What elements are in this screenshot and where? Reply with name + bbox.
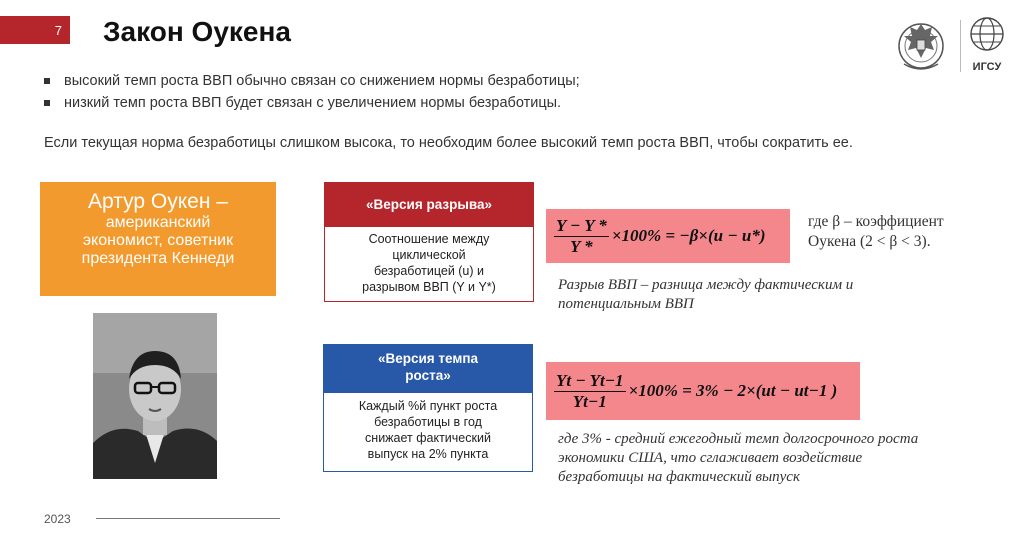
igsu-logo: ИГСУ bbox=[964, 14, 1010, 80]
bullet-marker bbox=[44, 78, 50, 84]
bullet-list bbox=[44, 70, 580, 114]
page-title: Закон Оукена bbox=[103, 16, 291, 47]
portrait-photo bbox=[93, 313, 217, 479]
gap-version-title: «Версия разрыва» bbox=[324, 182, 534, 226]
gap-note: Разрыв ВВП – разница между фактическим и потенциальным ВВП bbox=[558, 277, 854, 312]
growth-formula: $\frac{Yt - Yt-1}{Yt-1}$ ×100% = 3% − 2×(ut − ut−1 ) bbox=[546, 362, 860, 420]
intro-text: Если текущая норма безработицы слишком высока, то необходим более высокий темп роста ВВП, чтобы сократить ее. bbox=[44, 135, 853, 151]
growth-version-card bbox=[323, 344, 533, 472]
globe-icon bbox=[967, 14, 1007, 54]
eagle-emblem-icon bbox=[890, 14, 952, 76]
person-desc-line: президента Кеннеди bbox=[81, 250, 235, 267]
gap-version-card bbox=[324, 182, 534, 302]
slide-number: 7 bbox=[0, 16, 70, 44]
person-desc-line: американский bbox=[105, 214, 211, 231]
growth-version-title: «Версия темпа роста» bbox=[323, 344, 533, 392]
formula-fraction: $\frac{Yt - Yt-1}{Yt-1}$ bbox=[556, 370, 624, 411]
growth-note: где 3% - средний ежегодный темп долгосрочного роста экономики США, что сглаживает воздействие безработицы на фактический выпуск bbox=[558, 431, 919, 485]
bullet-marker bbox=[44, 100, 50, 106]
person-card bbox=[40, 182, 276, 296]
person-desc-line: экономист, советник bbox=[82, 232, 234, 249]
formula-fraction: $\frac{Y - Y *}{Y *}$ bbox=[556, 215, 607, 256]
bullet-item: низкий темп роста ВВП будет связан с увеличением нормы безработицы. bbox=[44, 92, 580, 114]
beta-note: где β – коэффициент Оукена (2 < β < 3). bbox=[808, 213, 944, 250]
person-name: Артур Оукен – bbox=[88, 190, 228, 213]
gap-version-body: Соотношение между циклической безработицей (u) и разрывом ВВП (Y и Y*) bbox=[324, 226, 534, 302]
footer-year: 2023 bbox=[44, 512, 71, 526]
gap-formula: $\frac{Y - Y *}{Y *}$ ×100% = −β×(u − u*) bbox=[546, 209, 790, 263]
logo-divider bbox=[960, 20, 961, 72]
footer-divider bbox=[96, 518, 280, 519]
growth-version-body: Каждый %й пункт роста безработицы в год снижает фактический выпуск на 2% пункта bbox=[323, 392, 533, 472]
bullet-item: высокий темп роста ВВП обычно связан со снижением нормы безработицы; bbox=[44, 70, 580, 92]
